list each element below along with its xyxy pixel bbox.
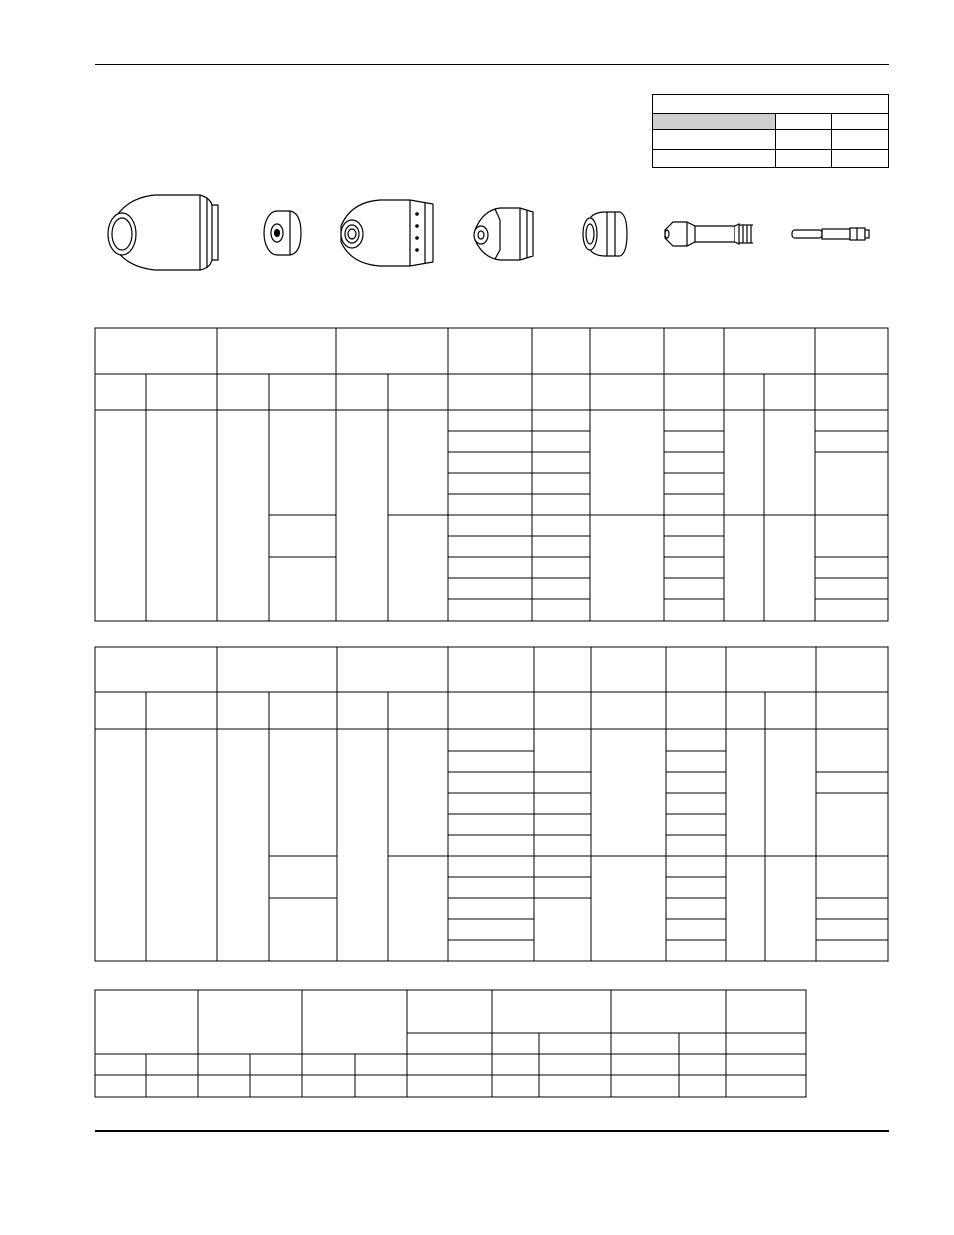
nozzle-image xyxy=(474,208,533,260)
key-table-title xyxy=(652,94,889,114)
water-tube-image xyxy=(792,228,869,240)
key-table xyxy=(652,94,889,168)
consumable-parts-row xyxy=(95,190,889,280)
key-table-cell xyxy=(652,113,776,130)
key-table-cell xyxy=(652,129,776,150)
electrode-image xyxy=(665,222,753,246)
footer-rule xyxy=(95,1130,889,1132)
key-table-cell xyxy=(831,149,889,168)
swirl-ring-image xyxy=(583,212,627,256)
table-2 xyxy=(94,646,890,963)
key-table-cell xyxy=(775,149,832,168)
key-table-cell xyxy=(831,129,889,150)
shield-image xyxy=(108,195,218,270)
key-table-cell xyxy=(775,113,832,130)
table-1 xyxy=(94,327,890,623)
table-3 xyxy=(94,989,808,1098)
key-table-cell xyxy=(652,149,776,168)
retaining-cap-image xyxy=(341,200,433,266)
key-table-cell xyxy=(831,113,889,130)
key-table-cell xyxy=(775,129,832,150)
header-rule xyxy=(95,64,889,65)
shield-insert-image xyxy=(264,211,301,255)
